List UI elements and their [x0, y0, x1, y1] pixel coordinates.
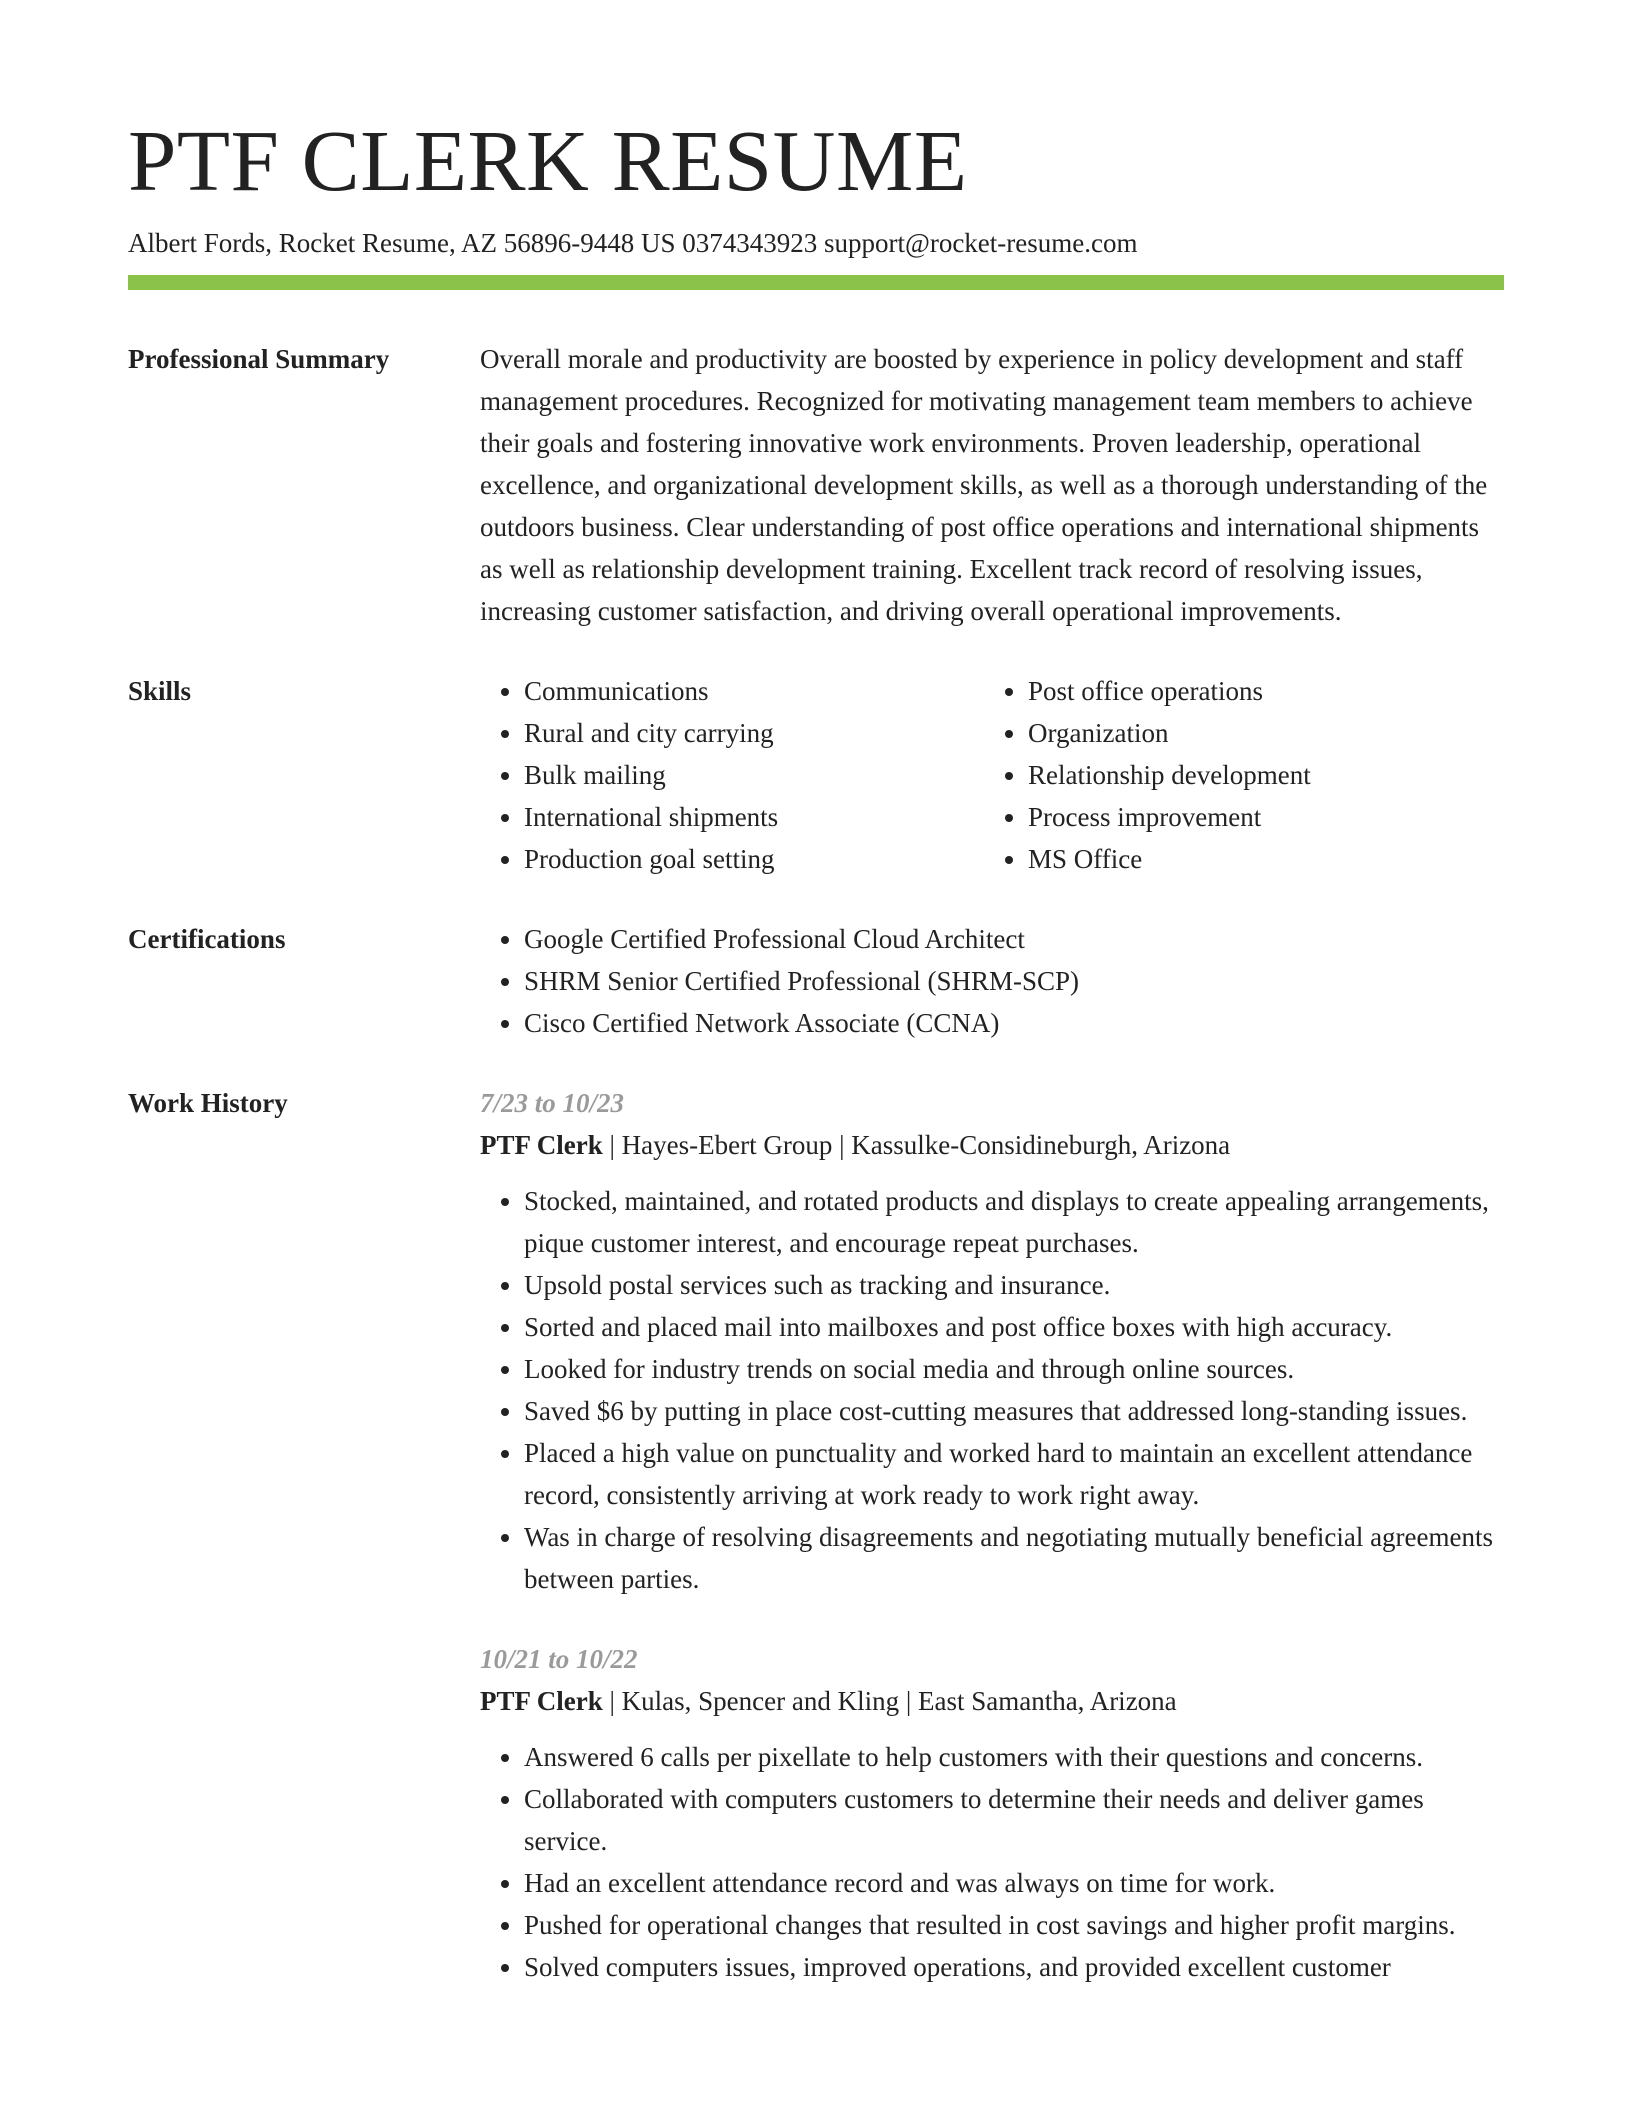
certifications-section — [128, 918, 1504, 1044]
job-bullet: • Stocked, maintained, and rotated products and displays to create appealing arrangements, pique customer interest, and encourage repeat purchases. — [524, 1180, 1504, 1264]
job-bullet: • Placed a high value on punctuality and worked hard to maintain an excellent attendance record, consistently arriving at work ready to work right away. — [524, 1432, 1504, 1516]
job-dates: 10/21 to 10/22 — [480, 1644, 638, 1675]
skill-item: • Process improvement — [1028, 796, 1488, 838]
job-details: | Hayes-Ebert Group | Kassulke-Considineburgh, Arizona — [602, 1130, 1231, 1161]
job-bullet: • Solved computers issues, improved operations, and provided excellent customer — [524, 1946, 1504, 1988]
section-label-skills: Skills — [128, 676, 192, 707]
job-title: PTF Clerk — [480, 1130, 603, 1161]
skill-item: • Organization — [1028, 712, 1488, 754]
section-label-work-history: Work History — [128, 1088, 288, 1119]
certification-item: • SHRM Senior Certified Professional (SHRM-SCP) — [524, 960, 1504, 1002]
skill-item: • Rural and city carrying — [524, 712, 984, 754]
summary-section — [128, 338, 1504, 632]
job-entry — [480, 1082, 1504, 1600]
accent-divider — [128, 275, 1504, 290]
skill-item: • Bulk mailing — [524, 754, 984, 796]
certification-item: • Google Certified Professional Cloud Architect — [524, 918, 1504, 960]
job-bullet: • Upsold postal services such as tracking and insurance. — [524, 1264, 1504, 1306]
job-dates: 7/23 to 10/23 — [480, 1088, 625, 1119]
job-title: PTF Clerk — [480, 1686, 603, 1717]
skills-column-left — [480, 670, 984, 880]
job-details: | Kulas, Spencer and Kling | East Samantha, Arizona — [602, 1686, 1177, 1717]
skills-column-right — [984, 670, 1488, 880]
certification-item: • Cisco Certified Network Associate (CCNA) — [524, 1002, 1504, 1044]
job-bullet: • Looked for industry trends on social media and through online sources. — [524, 1348, 1504, 1390]
job-bullet: • Collaborated with computers customers to determine their needs and deliver games service. — [524, 1778, 1504, 1862]
skill-item: • MS Office — [1028, 838, 1488, 880]
skill-item: • Communications — [524, 670, 984, 712]
job-bullet: • Answered 6 calls per pixellate to help customers with their questions and concerns. — [524, 1736, 1504, 1778]
job-bullet: • Pushed for operational changes that resulted in cost savings and higher profit margins. — [524, 1904, 1504, 1946]
section-label-certifications: Certifications — [128, 924, 286, 955]
summary-text: Overall morale and productivity are boosted by experience in policy development and staff management procedures. Recognized for motivating management team members to achieve their goals and fostering innovative work environments. Proven leadership, operational excellence, and organizational development skills, as well as a thorough understanding of the outdoors business. Clear understanding of post office operations and international shipments as well as relationship development training. Excellent track record of resolving issues, increasing customer satisfaction, and driving overall operational improvements. — [480, 344, 1488, 627]
job-bullet: • Had an excellent attendance record and was always on time for work. — [524, 1862, 1504, 1904]
page-title: PTF CLERK RESUME — [128, 112, 968, 209]
job-bullet: • Was in charge of resolving disagreements and negotiating mutually beneficial agreements between parties. — [524, 1516, 1504, 1600]
skill-item: • Relationship development — [1028, 754, 1488, 796]
section-label-summary: Professional Summary — [128, 344, 390, 375]
skill-item: • International shipments — [524, 796, 984, 838]
job-bullet: • Sorted and placed mail into mailboxes and post office boxes with high accuracy. — [524, 1306, 1504, 1348]
job-entry — [480, 1638, 1504, 1988]
skills-section — [128, 670, 1504, 880]
skill-item: • Post office operations — [1028, 670, 1488, 712]
contact-line: Albert Fords, Rocket Resume, AZ 56896-9448 US 0374343923 support@rocket-resume.com — [128, 228, 1138, 258]
job-heading — [480, 1680, 1504, 1722]
skill-item: • Production goal setting — [524, 838, 984, 880]
work-history-section — [128, 1082, 1504, 1988]
job-bullet: • Saved $6 by putting in place cost-cutting measures that addressed long-standing issues. — [524, 1390, 1504, 1432]
job-heading — [480, 1124, 1504, 1166]
